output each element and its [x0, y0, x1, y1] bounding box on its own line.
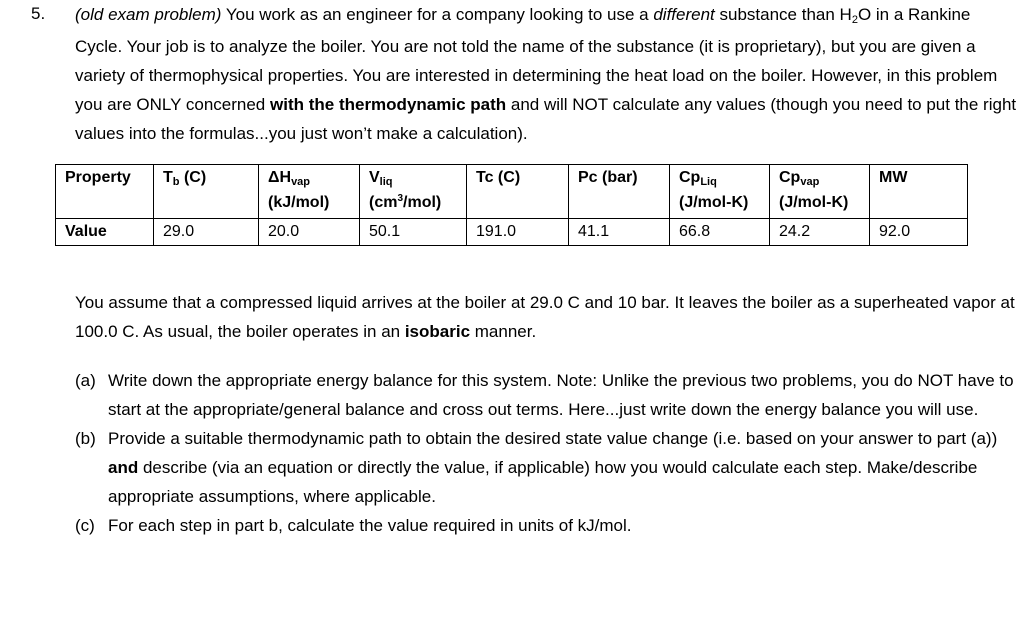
part-b-label: (b) — [75, 429, 96, 448]
part-c — [75, 511, 1020, 540]
properties-table — [55, 164, 968, 246]
problem-intro — [75, 0, 1020, 148]
part-c-label: (c) — [75, 516, 95, 535]
value-pc: 41.1 — [569, 219, 670, 246]
value-tb: 29.0 — [154, 219, 259, 246]
header-tb: Tb (C) — [154, 165, 259, 219]
header-cpliq: CpLiq (J/mol-K) — [670, 165, 770, 219]
part-c-text: For each step in part b, calculate the value required in units of kJ/mol. — [108, 516, 632, 535]
value-cpliq: 66.8 — [670, 219, 770, 246]
intro-subscript: 2 — [851, 14, 858, 26]
assume-text-1: You assume that a compressed liquid arrives at the boiler at 29.0 C and 10 bar. It leaves the boiler as a superheated vapor at 100.0 C. As usual, the boiler operates in an — [75, 293, 1015, 341]
part-b-text-1: Provide a suitable thermodynamic path to obtain the desired state value change (i.e. based on your answer to part (a)) — [108, 429, 998, 448]
value-cpvap: 24.2 — [770, 219, 870, 246]
intro-text-2: substance than H — [714, 5, 852, 24]
part-b-bold: and — [108, 458, 139, 477]
intro-emphasis: different — [653, 5, 715, 24]
intro-text-4: and will NOT calculate any values (though you need to put the right values into the formulas...you just won’t make a calculation). — [75, 95, 1017, 143]
header-vliq: Vliq $(cm^3/mol)$ — [360, 165, 467, 219]
part-a-label: (a) — [75, 371, 96, 390]
part-b-text-2: describe (via an equation or directly the value, if applicable) how you would calculate each step. Make/describe appropriate assumptions, where applicable. — [108, 458, 978, 506]
intro-bold: with the thermodynamic path — [270, 95, 507, 114]
header-property: Property — [56, 165, 154, 219]
value-dhvap: 20.0 — [259, 219, 360, 246]
value-label: Value — [56, 219, 154, 246]
intro-tag: (old exam problem) — [75, 5, 222, 24]
problem-number: 5. — [31, 4, 46, 23]
header-cpvap: Cpvap (J/mol-K) — [770, 165, 870, 219]
value-mw: 92.0 — [870, 219, 968, 246]
value-tc: 191.0 — [467, 219, 569, 246]
assume-text-2: manner. — [470, 322, 537, 341]
intro-text-1: You work as an engineer for a company looking to use a — [221, 5, 654, 24]
header-dhvap: ΔHvap (kJ/mol) — [259, 165, 360, 219]
parts-list — [75, 366, 1020, 540]
table-header-row — [56, 165, 968, 219]
header-mw: MW — [870, 165, 968, 219]
assume-bold: isobaric — [404, 322, 471, 341]
part-b — [75, 424, 1020, 511]
part-a — [75, 366, 1020, 424]
assumption-paragraph — [75, 288, 1020, 346]
value-vliq: 50.1 — [360, 219, 467, 246]
header-pc: Pc (bar) — [569, 165, 670, 219]
intro-text-3: O in a Rankine Cycle. Your job is to analyze the boiler. You are not told the name of the substance (it is proprietary), but you are given a variety of thermophysical properties. You are interested in determining the heat load on the boiler. However, in this problem you are ONLY concerned — [75, 5, 998, 114]
header-tc: Tc (C) — [467, 165, 569, 219]
table-value-row — [56, 219, 968, 246]
part-a-text: Write down the appropriate energy balance for this system. Note: Unlike the previous two problems, you do NOT have to start at the appropriate/general balance and cross out terms. Here...just write down the energy balance you will use. — [108, 371, 1014, 419]
